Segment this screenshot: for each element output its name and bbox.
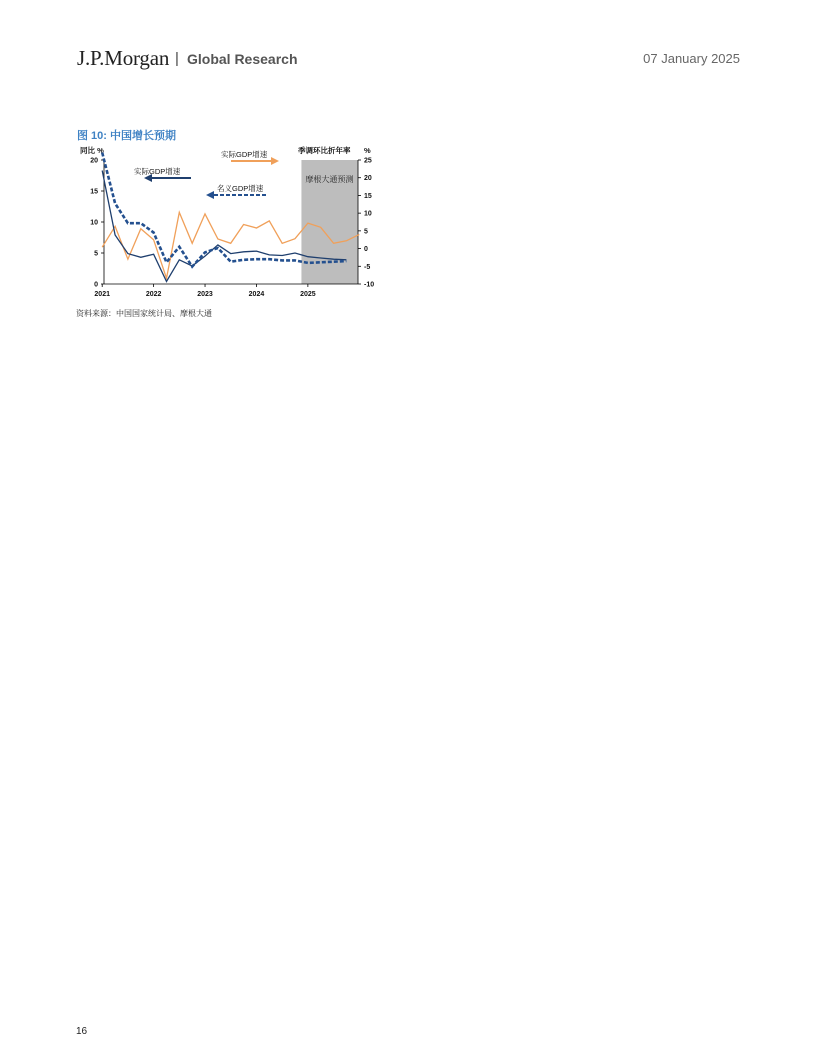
source-note: 资料来源：中国国家统计局、摩根大通: [76, 309, 212, 318]
left-tick-label: 20: [90, 157, 98, 165]
right-tick-label: -5: [364, 263, 371, 271]
x-tick-label: 2025: [300, 291, 316, 298]
left-tick-label: 15: [90, 188, 98, 196]
report-date: 07 January 2025: [643, 51, 740, 66]
x-tick-label: 2024: [248, 291, 265, 298]
right-tick-label: 15: [364, 192, 372, 200]
china-growth-chart: [76, 142, 386, 302]
legend-nominal-gdp-label: 名义GDP增速: [217, 184, 264, 193]
page-header: [77, 46, 740, 72]
legend-real-gdp-label: 实际GDP增速: [134, 167, 181, 176]
chart-svg: [76, 142, 386, 302]
right-tick-label: 5: [364, 228, 368, 236]
left-axis-ticks: [90, 158, 104, 289]
right-tick-label: 10: [364, 210, 372, 218]
right-tick-label: 0: [364, 246, 368, 254]
header-separator: |: [175, 50, 179, 67]
left-tick-label: 5: [94, 250, 98, 258]
forecast-label: 摩根大通预测: [305, 175, 354, 184]
right-axis-ticks: [358, 158, 374, 289]
x-tick-label: 2023: [197, 291, 213, 298]
right-tick-label: 25: [364, 157, 372, 165]
x-axis-ticks: [94, 281, 316, 298]
x-tick-label: 2022: [145, 291, 162, 298]
jpmorgan-logo: J.P.Morgan: [77, 46, 170, 70]
x-tick-label: 2021: [94, 291, 110, 298]
page-number: 16: [76, 1026, 88, 1037]
section-title: Global Research: [187, 51, 298, 67]
right-axis-unit: %: [364, 146, 371, 155]
left-axis-label: 同比 %: [80, 146, 104, 155]
right-tick-label: 20: [364, 175, 372, 183]
right-tick-label: -10: [364, 281, 375, 289]
left-tick-label: 0: [94, 281, 98, 289]
right-axis-label: 季调环比折年率: [298, 146, 351, 155]
legend-qoq-label: 实际GDP增速: [221, 150, 268, 159]
left-tick-label: 10: [90, 219, 98, 227]
figure-title: 图 10: 中国增长预期: [77, 130, 177, 142]
